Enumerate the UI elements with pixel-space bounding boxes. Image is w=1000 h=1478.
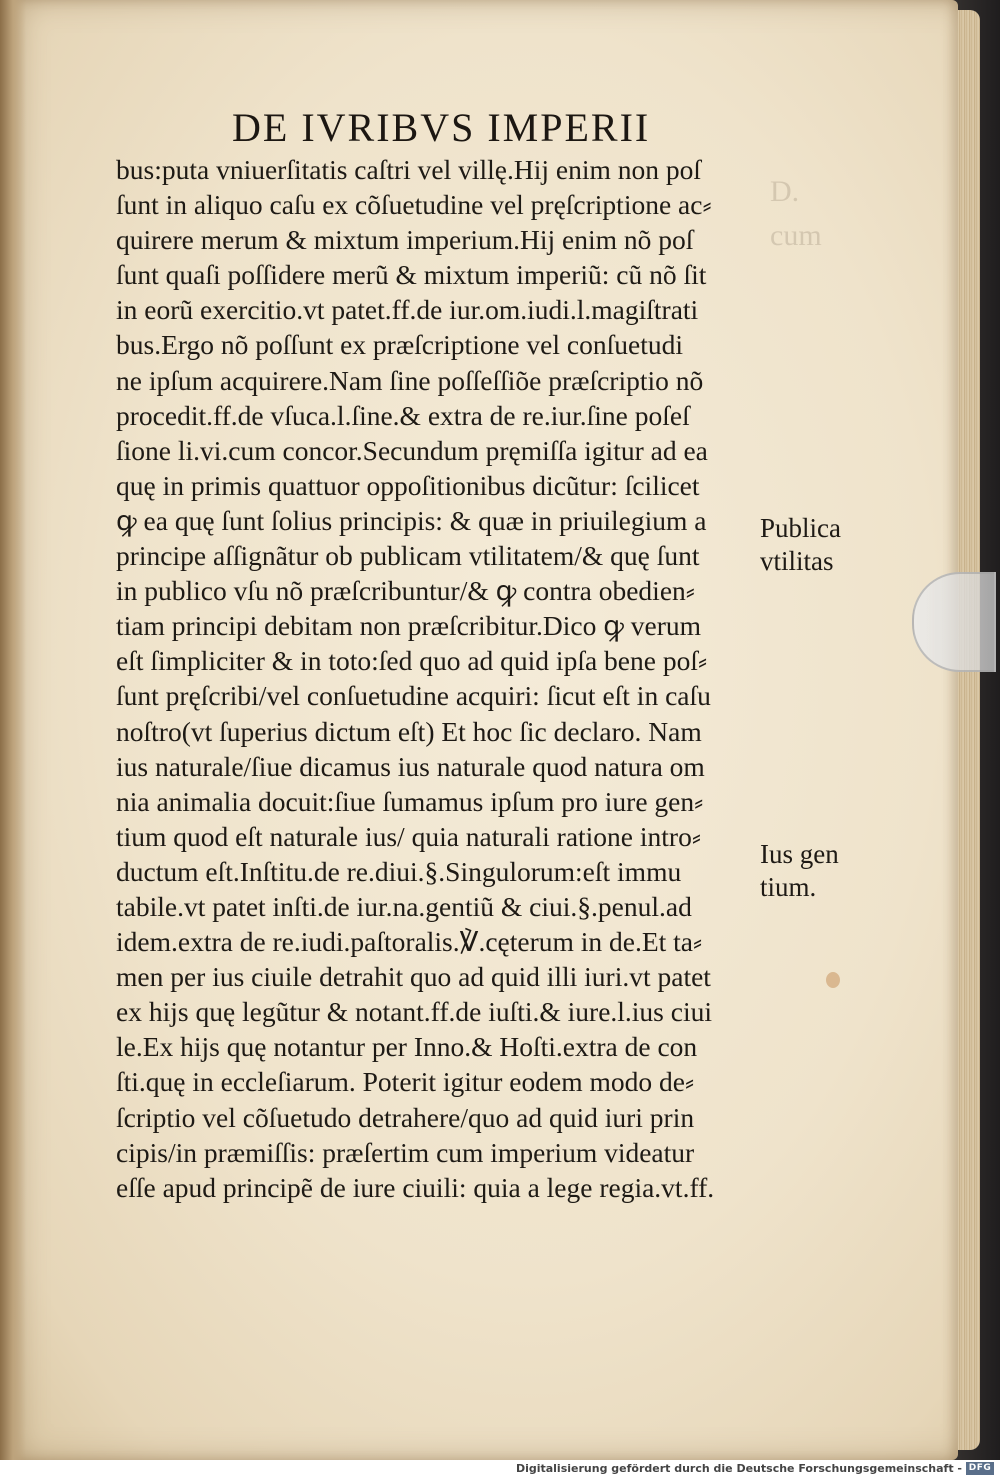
text-line: in eorũ exercitio.vt patet.ff.de iur.om.iudi.l.magiſtrati: [116, 294, 699, 326]
marginal-note-line: Publica: [760, 513, 841, 543]
text-line: ꝙ ea quę ſunt ſolius principis: & quæ in priuilegium a: [116, 504, 707, 536]
text-line: tium quod eſt naturale ius/ quia naturali ratione intro⸗: [116, 820, 701, 852]
text-line: quirere merum & mixtum imperium.Hij enim nõ poſ: [116, 224, 694, 256]
text-line: tiam principi debitam non præſcribitur.Dico ꝙ verum: [116, 610, 702, 642]
marginal-note-line: vtilitas: [760, 546, 834, 576]
text-line: principe aſſignãtur ob publicam vtilitatem/& quę ſunt: [116, 540, 700, 572]
marginal-note-publica-vtilitas: [760, 512, 841, 578]
text-line: in publico vſu nõ præſcribuntur/& ꝙ contra obedien⸗: [116, 575, 695, 607]
body-text: [116, 152, 766, 1205]
text-line: bus:puta vniuerſitatis caſtri vel villę.Hij enim non poſ: [116, 154, 702, 185]
text-line: eſt ſimpliciter & in toto:ſed quo ad quid ipſa bene poſ⸗: [116, 645, 708, 677]
text-line: ne ipſum acquirere.Nam ſine poſſeſſiõe præſcriptio nõ: [116, 364, 704, 396]
text-line: bus.Ergo nõ poſſunt ex præſcriptione vel conſuetudi: [116, 329, 683, 361]
text-line: noſtro(vt ſuperius dictum eſt) Et hoc ſic declaro. Nam: [116, 715, 702, 747]
text-line: ſti.quę in eccleſiarum. Poterit igitur eodem modo de⸗: [116, 1066, 695, 1098]
text-line: quę in primis quattuor oppoſitionibus dicũtur: ſcilicet: [116, 469, 700, 501]
text-line: ex hijs quę legũtur & notant.ff.de iuſti.& iure.l.ius ciui: [116, 996, 712, 1028]
page-tab-clip: [912, 572, 996, 672]
dfg-logo: DFG: [966, 1462, 994, 1475]
marginal-note-ius-gentium: [760, 838, 839, 904]
show-through-text: D. cum: [770, 175, 822, 252]
text-line: cipis/in præmiſſis: præſertim cum imperium videatur: [116, 1136, 695, 1168]
text-line: ſunt quaſi poſſidere merũ & mixtum imperiũ: cũ nõ ſit: [116, 259, 707, 291]
text-line: ſcriptio vel cõſuetudo detrahere/quo ad quid iuri prin: [116, 1101, 695, 1133]
text-line: procedit.ff.de vſuca.l.ſine.& extra de re.iur.ſine poſeſ: [116, 399, 690, 431]
paper-stain: [826, 972, 840, 988]
text-line: ſione li.vi.cum concor.Secundum pręmiſſa igitur ad ea: [116, 434, 708, 466]
text-line: ductum eſt.Inſtitu.de re.diui.§.Singulorum:eſt immu: [116, 855, 682, 887]
text-line: idem.extra de re.iudi.paſtoralis.℣.cęterum in de.Et ta⸗: [116, 926, 703, 958]
marginal-note-line: tium.: [760, 872, 817, 902]
text-line: ſunt in aliquo caſu ex cõſuetudine vel pręſcriptione ac⸗: [116, 189, 712, 221]
text-line: men per ius ciuile detrahit quo ad quid illi iuri.vt patet: [116, 961, 711, 993]
text-line: tabile.vt patet inſti.de iur.na.gentiũ & ciui.§.penul.ad: [116, 890, 692, 922]
text-line: eſſe apud principẽ de iure ciuili: quia a lege regia.vt.ff.: [116, 1171, 715, 1203]
text-line: le.Ex hijs quę notantur per Inno.& Hoſti.extra de con: [116, 1031, 698, 1063]
text-line: nia animalia docuit:ſiue ſumamus ipſum pro iure gen⸗: [116, 785, 704, 817]
text-line: ius naturale/ſiue dicamus ius naturale quod natura om: [116, 750, 705, 782]
page-gutter: [0, 0, 26, 1460]
text-line: ſunt pręſcribi/vel conſuetudine acquiri: ſicut eſt in caſu: [116, 680, 711, 712]
marginal-note-line: Ius gen: [760, 839, 839, 869]
running-head: DE IVRIBVS IMPERII: [232, 105, 651, 150]
funding-credit: Digitalisierung gefördert durch die Deutsche Forschungsgemeinschaft -: [515, 1462, 962, 1475]
